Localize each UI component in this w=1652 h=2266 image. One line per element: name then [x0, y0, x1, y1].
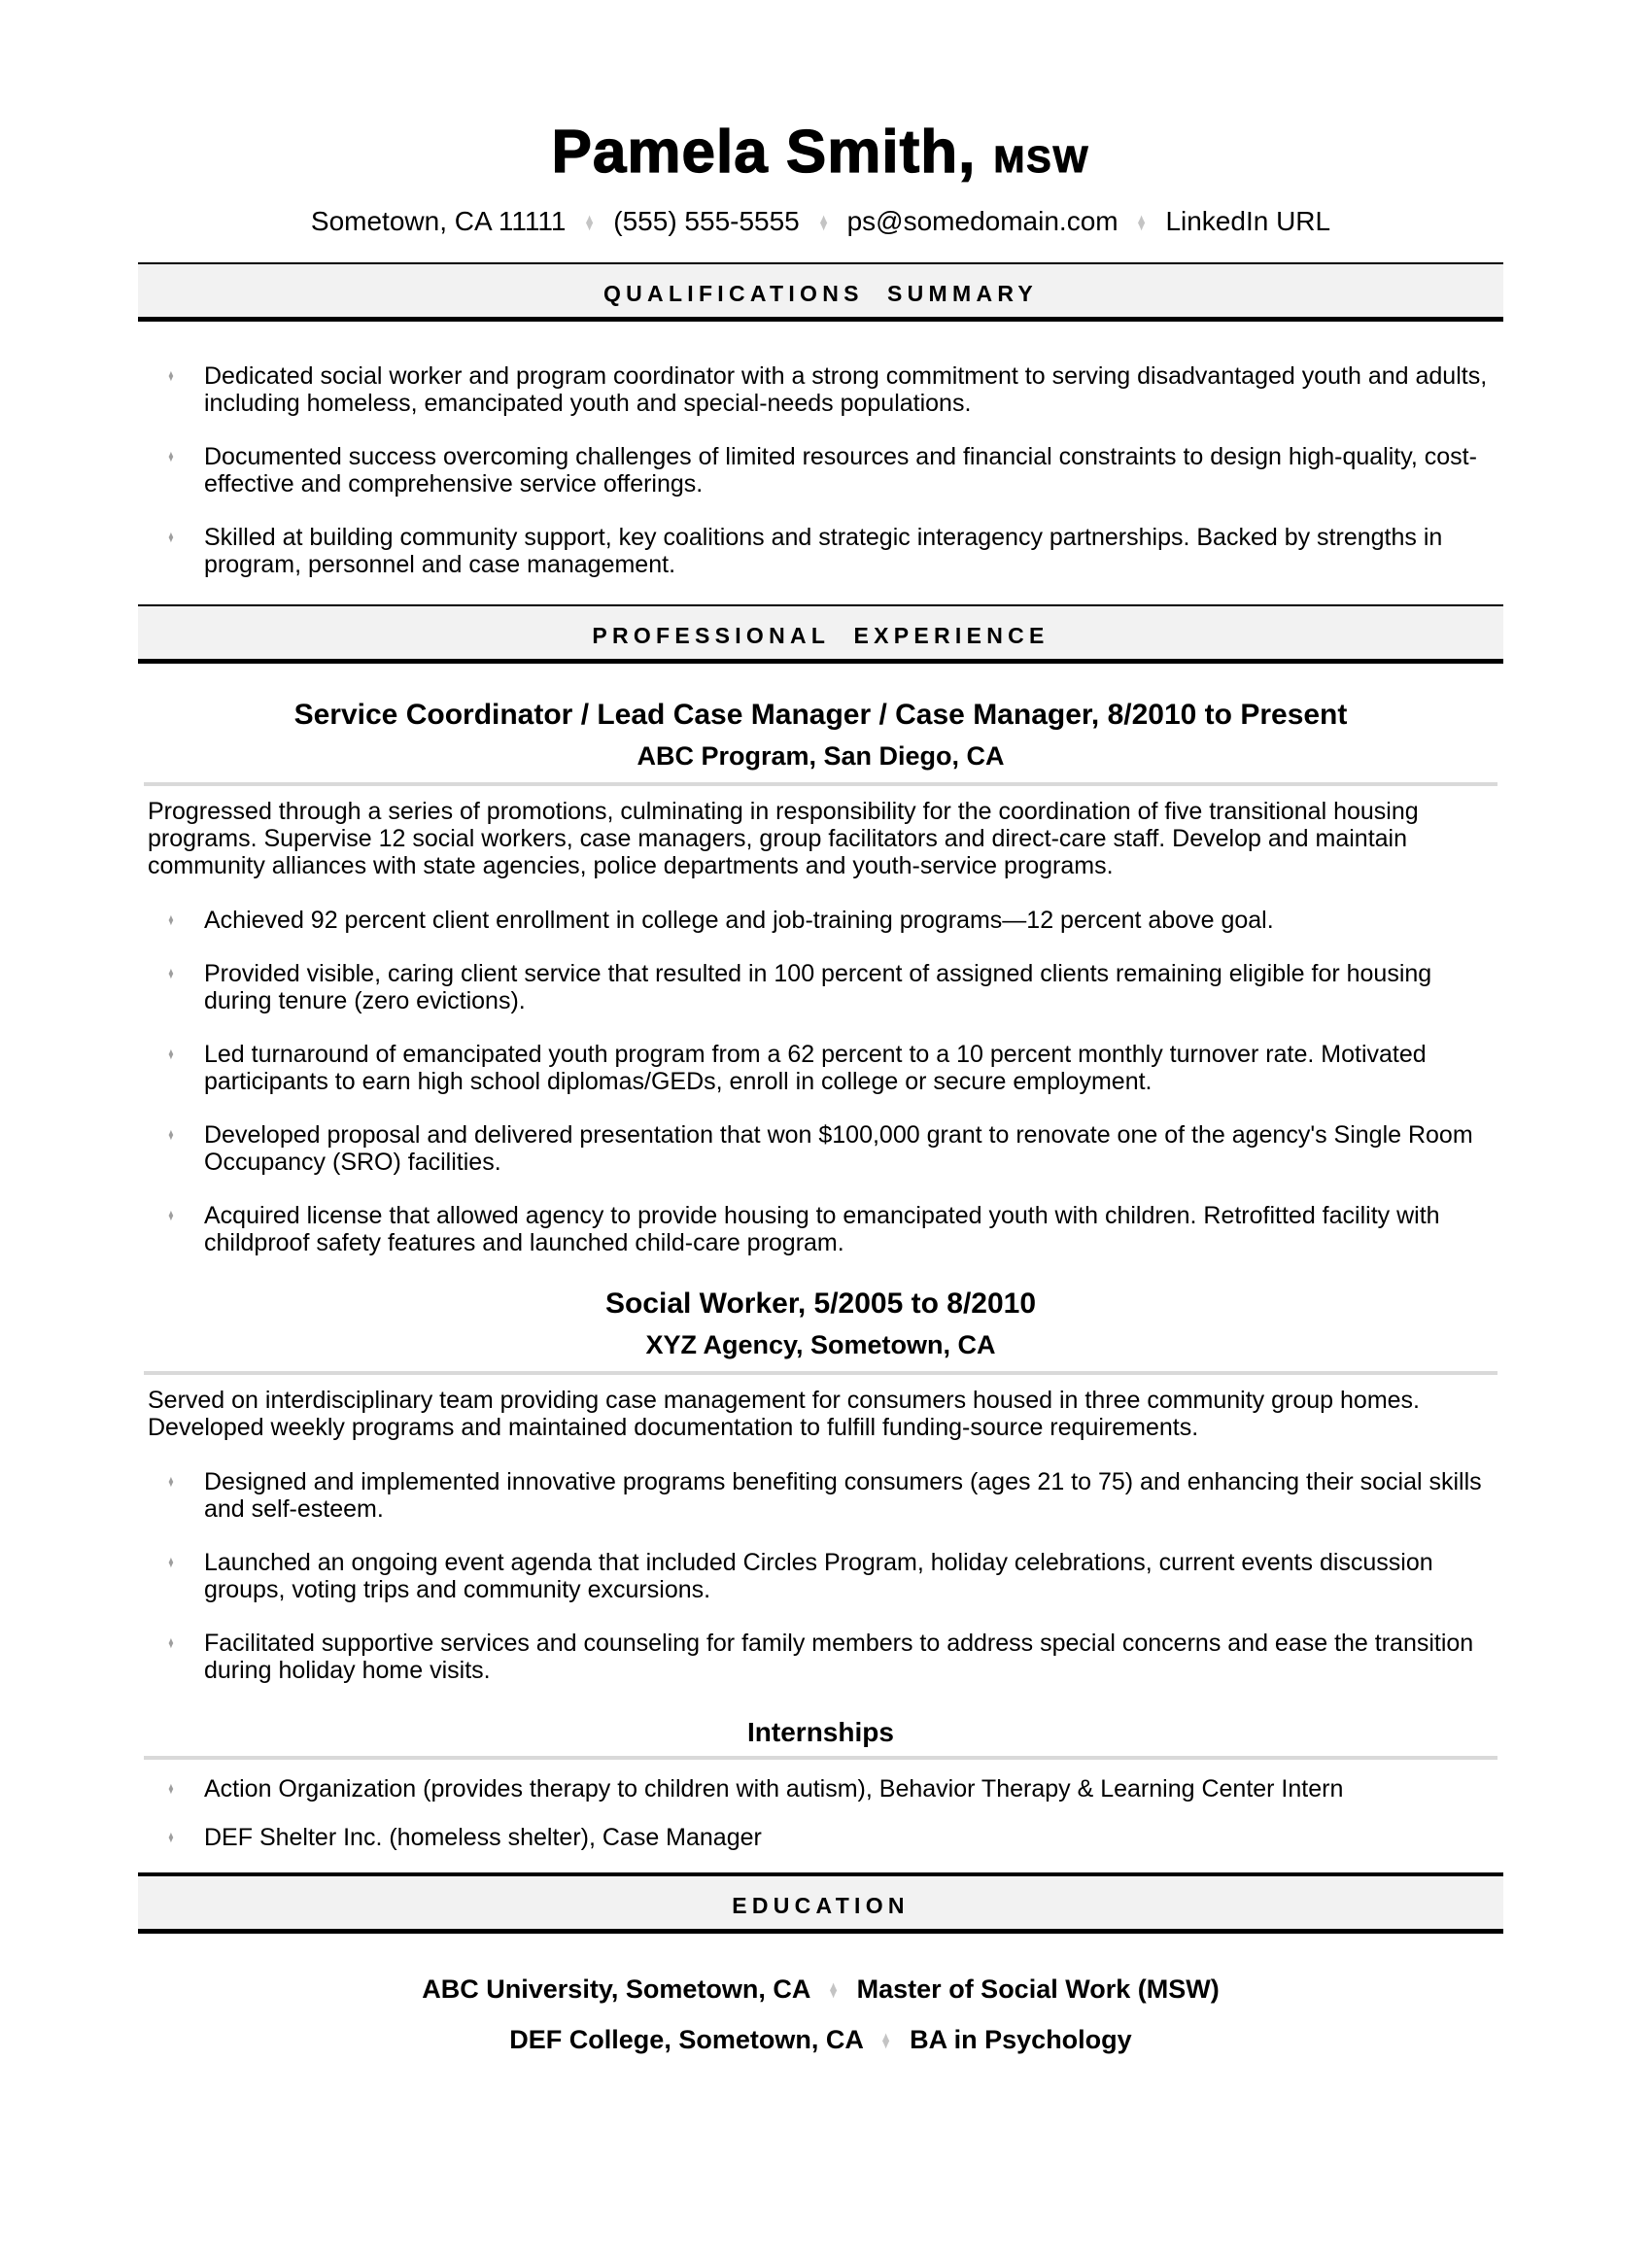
job-company: XYZ Agency, Sometown, CA [645, 1330, 996, 1359]
candidate-name: Pamela Smith, [551, 119, 977, 186]
job-achievements-list [138, 1468, 1503, 1684]
education-degree: Master of Social Work (MSW) [856, 1974, 1220, 2004]
list-item [138, 1824, 1503, 1851]
diamond-separator-icon: ♦ [585, 207, 594, 236]
diamond-bullet-icon: ♦ [168, 1045, 174, 1063]
list-item [138, 362, 1503, 417]
diamond-bullet-icon: ♦ [168, 1633, 174, 1652]
bullet-text: Facilitated supportive services and counseling for family members to address special concerns and ease the transition during holiday home visits. [204, 1630, 1474, 1684]
job-company: ABC Program, San Diego, CA [637, 741, 1005, 771]
list-item [138, 960, 1503, 1014]
resume-page [138, 119, 1503, 2054]
diamond-bullet-icon: ♦ [168, 1553, 174, 1571]
section-title: education [732, 1884, 910, 1920]
bullet-text: Documented success overcoming challenges of limited resources and financial constraints to design high-quality, cost-effective and comprehensive service offerings. [204, 443, 1477, 498]
section-header-qualifications [138, 262, 1503, 322]
bullet-text: Action Organization (provides therapy to children with autism), Behavior Therapy & Learning Center Intern [204, 1775, 1344, 1802]
bullet-text: Achieved 92 percent client enrollment in college and job-training programs—12 percent above goal. [204, 907, 1274, 934]
section-header-education [138, 1872, 1503, 1934]
diamond-bullet-icon: ♦ [168, 910, 174, 929]
divider [144, 1371, 1497, 1375]
education-school: ABC University, Sometown, CA [422, 1974, 810, 2004]
bullet-text: Designed and implemented innovative programs benefiting consumers (ages 21 to 75) and enhancing their social skills and self-esteem. [204, 1468, 1482, 1523]
diamond-separator-icon: ♦ [881, 2025, 891, 2054]
education-entry [138, 2025, 1503, 2054]
diamond-bullet-icon: ♦ [168, 1125, 174, 1144]
list-item [138, 1121, 1503, 1176]
candidate-credential: MSW [993, 140, 1090, 181]
diamond-bullet-icon: ♦ [168, 528, 174, 546]
bullet-text: Launched an ongoing event agenda that included Circles Program, holiday celebrations, current events discussion groups, voting trips and community excursions. [204, 1549, 1433, 1603]
education-degree: BA in Psychology [910, 2025, 1132, 2054]
contact-email: ps@somedomain.com [846, 206, 1119, 236]
job-achievements-list [138, 907, 1503, 1256]
bullet-text: Dedicated social worker and program coordinator with a strong commitment to serving disadvantaged youth and adults, including homeless, emancipated youth and special-needs populations. [204, 362, 1488, 417]
section-header-experience [138, 604, 1503, 664]
list-item [138, 1549, 1503, 1603]
bullet-text: Developed proposal and delivered presentation that won $100,000 grant to renovate one of the agency's Single Room Occupancy (SRO) facilities. [204, 1121, 1473, 1176]
internships-title: Internships [747, 1717, 894, 1747]
bullet-text: Acquired license that allowed agency to provide housing to emancipated youth with children. Retrofitted facility with childproof safety features and launched child-care program. [204, 1202, 1440, 1256]
diamond-bullet-icon: ♦ [168, 1779, 174, 1798]
diamond-bullet-icon: ♦ [168, 1472, 174, 1491]
list-item [138, 907, 1503, 934]
divider [144, 782, 1497, 786]
bullet-text: Provided visible, caring client service that resulted in 100 percent of assigned clients remaining eligible for housing during tenure (zero evictions). [204, 960, 1432, 1014]
bullet-text: DEF Shelter Inc. (homeless shelter), Case Manager [204, 1824, 762, 1851]
diamond-bullet-icon: ♦ [168, 1206, 174, 1224]
diamond-bullet-icon: ♦ [168, 447, 174, 465]
contact-linkedin: LinkedIn URL [1165, 206, 1331, 236]
diamond-bullet-icon: ♦ [168, 366, 174, 385]
diamond-bullet-icon: ♦ [168, 964, 174, 982]
internships-list [138, 1775, 1503, 1851]
list-item [138, 1775, 1503, 1802]
job-title-dates: Service Coordinator / Lead Case Manager / Case Manager, 8/2010 to Present [293, 699, 1348, 731]
qualifications-list [138, 362, 1503, 578]
bullet-text: Led turnaround of emancipated youth program from a 62 percent to a 10 percent monthly turnover rate. Motivated participants to earn high school diplomas/GEDs, enroll in college or secure employment. [204, 1041, 1427, 1095]
list-item [138, 1630, 1503, 1684]
education-entry [138, 1974, 1503, 2004]
education-school: DEF College, Sometown, CA [509, 2025, 863, 2054]
section-title: professional experience [592, 614, 1050, 650]
contact-location: Sometown, CA 11111 [310, 206, 567, 236]
diamond-bullet-icon: ♦ [168, 1828, 174, 1846]
list-item [138, 1041, 1503, 1095]
list-item [138, 443, 1503, 498]
contact-line [138, 206, 1503, 237]
section-title: qualifications summary [603, 272, 1038, 308]
diamond-separator-icon: ♦ [1137, 207, 1147, 236]
list-item [138, 524, 1503, 578]
diamond-separator-icon: ♦ [829, 1974, 838, 2004]
list-item [138, 1468, 1503, 1523]
page-title [138, 119, 1503, 186]
divider [144, 1756, 1497, 1760]
job-summary: Progressed through a series of promotions, culminating in responsibility for the coordination of five transitional housing programs. Supervise 12 social workers, case managers, group facilitators and direct-care staff. Develop and maintain community alliances with state agencies, police departments and youth-service programs. [148, 798, 1419, 879]
job-summary: Served on interdisciplinary team providing case management for consumers housed in three community group homes. Developed weekly programs and maintained documentation to fulfill funding-source requirements. [148, 1387, 1420, 1441]
list-item [138, 1202, 1503, 1256]
diamond-separator-icon: ♦ [819, 207, 828, 236]
bullet-text: Skilled at building community support, key coalitions and strategic interagency partnerships. Backed by strengths in program, personnel and case management. [204, 524, 1443, 578]
job-title-dates: Social Worker, 5/2005 to 8/2010 [604, 1288, 1037, 1320]
contact-phone: (555) 555-5555 [613, 206, 800, 236]
